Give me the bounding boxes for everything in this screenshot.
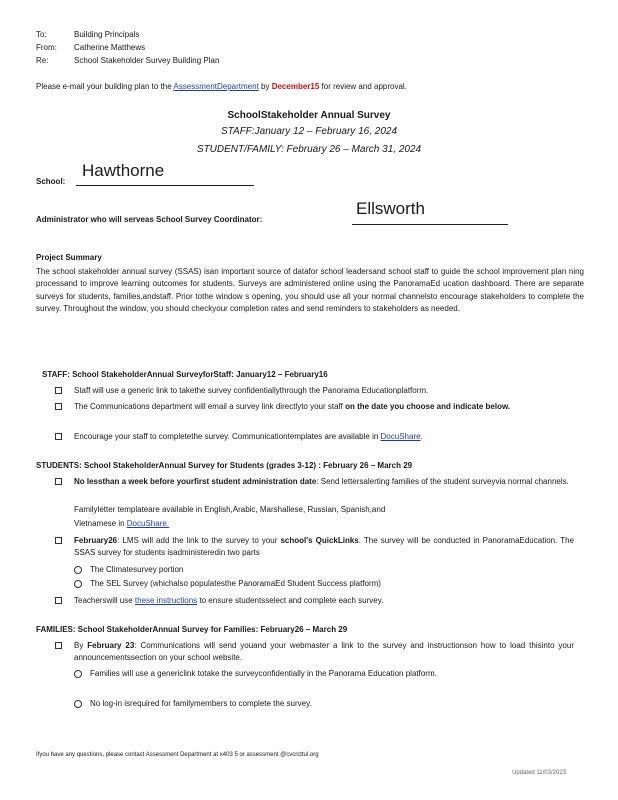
students-item-2-text-end: . The survey will be conducted in PanoramaEducation. The SSAS survey for students isadministeredin two parts: [74, 536, 575, 558]
survey-title: SchoolStakeholder Annual Survey: [227, 110, 391, 121]
students-item-2-text: : LMS will add the link to the survey to your: [117, 536, 281, 545]
staff-item-3: [74, 431, 574, 443]
families-bullet-1: [54, 641, 63, 650]
students-item-3-text: Teacherswill use: [74, 596, 135, 605]
families-no-login: No log-in isrequired for familymembers to complete the survey.: [90, 699, 312, 708]
families-sub-bullet-1: [74, 670, 82, 678]
docushare-link-students[interactable]: DocuShare.: [126, 519, 170, 528]
students-item-3: [74, 595, 574, 607]
students-bullet-1: [54, 477, 63, 486]
contact-footer: Ifyou have any questions, please contact Assessment Department at x403 5 or assessment @cvcrcttul.org: [36, 752, 319, 758]
students-item-1: [74, 476, 574, 488]
from-label: From:: [36, 43, 57, 52]
families-sub-bullet-2: [74, 700, 82, 708]
school-label: School:: [36, 177, 66, 186]
students-item-1-vietnamese-text: Vietnamese in: [74, 519, 127, 528]
request-deadline: December15: [271, 82, 320, 91]
students-item-2-quicklinks: school's QuickLinks: [280, 536, 359, 545]
admin-label: Administrator who will serveas School Survey Coordinator:: [36, 215, 263, 224]
students-item-1-text: : Send lettersalerting families of the student surveyvia normal channels.: [316, 477, 569, 486]
families-item-1-by: By: [74, 641, 88, 650]
families-generic-link: Families will use a genericlink totake the surveyconfidentially in the Panorama Education platform.: [90, 669, 437, 678]
to-label: To:: [36, 30, 47, 39]
school-underline: [76, 185, 254, 186]
families-item-1-date: February 23: [87, 641, 135, 650]
re-label: Re:: [36, 56, 49, 65]
assessment-department-link[interactable]: AssessmentDepartment: [173, 82, 259, 91]
staff-dates: STAFF:January 12 – February 16, 2024: [220, 126, 397, 137]
students-item-2: [74, 535, 574, 560]
students-sub-bullet-2: [74, 580, 82, 588]
staff-item-2: [74, 401, 574, 413]
re-value: School Stakeholder Survey Building Plan: [74, 56, 220, 65]
students-item-1-emphasis: No lessthan a week before yourfirst student administration date: [74, 477, 317, 486]
staff-item-2-emphasis: on the date you choose and indicate below.: [345, 402, 511, 411]
students-heading: STUDENTS: School StakeholderAnnual Survey for Students (grades 3-12) : February 26 – March 29: [36, 461, 413, 470]
staff-bullet-2: [54, 402, 63, 411]
staff-heading: STAFF: School StakeholderAnnual SurveyforStaff: January12 – February16: [42, 370, 328, 379]
staff-bullet-3: [54, 432, 63, 441]
school-value[interactable]: Hawthorne: [82, 161, 165, 180]
staff-item-1: Staff will use a generic link to takethe survey confidentiallythrough the Panorama Educationplatform.: [74, 386, 429, 395]
students-sub-bullet-1: [74, 566, 82, 574]
students-bullet-3: [54, 596, 63, 605]
staff-bullet-1: [54, 386, 63, 395]
request-line: [36, 82, 407, 91]
students-item-3-end: to ensure studentsselect and complete each survey.: [197, 596, 384, 605]
request-suffix: for review and approval.: [319, 82, 407, 91]
students-item-1-vietnamese: [74, 518, 574, 530]
students-item-1-languages: Familyletter templateare available in English,Arabic, Marshallese, Russian, Spanish,and: [74, 505, 386, 514]
admin-value[interactable]: Ellsworth: [356, 199, 425, 218]
families-item-1-text: : Communications will send youand your webmaster a link to the survey and instructionson how to load thisinto your announcementssection on your school website.: [74, 641, 574, 663]
request-prefix: Please e-mail your building plan to the: [36, 82, 174, 91]
docushare-link-staff[interactable]: DocuShare: [380, 432, 421, 441]
request-by: by: [258, 82, 272, 91]
admin-underline: [352, 224, 508, 225]
staff-item-3-end: .: [420, 432, 423, 441]
summary-text: The school stakeholder annual survey (SSAS) isan important source of datafor school leadersand school staff to guide the school improvement plan ning processand to improve learning outcomes for students. Surveys are administered online using the PanoramaEd ucation dashboard. There are separate surveys for students, families,andstaff. Prior tothe window s opening, you should use all your normal channelsto encourage stakeholders to complete the survey. Throughout the window, you should checkyour completion rates and send reminders to stakeholders as needed.: [36, 267, 584, 314]
students-bullet-2: [54, 536, 63, 545]
families-item-1: [74, 640, 574, 665]
staff-item-3-text: Encourage your staff to completethe survey. Communicationtemplates are available in: [74, 432, 381, 441]
students-item-2-date: February26: [74, 536, 118, 545]
to-value: Building Principals: [74, 30, 140, 39]
from-value: Catherine Matthews: [74, 43, 146, 52]
families-heading: FAMILIES: School StakeholderAnnual Survey for Families: February26 – March 29: [36, 625, 348, 634]
students-climate-survey: The Climatesurvey portion: [90, 565, 184, 574]
student-family-dates: STUDENT/FAMILY: February 26 – March 31, 2024: [196, 144, 422, 155]
these-instructions-link[interactable]: these instructions: [134, 596, 198, 605]
staff-item-2-text: The Communications department will email a survey link directlyto your staff: [74, 402, 346, 411]
students-sel-survey: The SEL Survey (whichalso populatesthe PanoramaEd Student Success platform): [90, 579, 381, 588]
updated-date: Updated 11/03/2023: [512, 770, 566, 776]
summary-heading: Project Summary: [36, 253, 102, 262]
